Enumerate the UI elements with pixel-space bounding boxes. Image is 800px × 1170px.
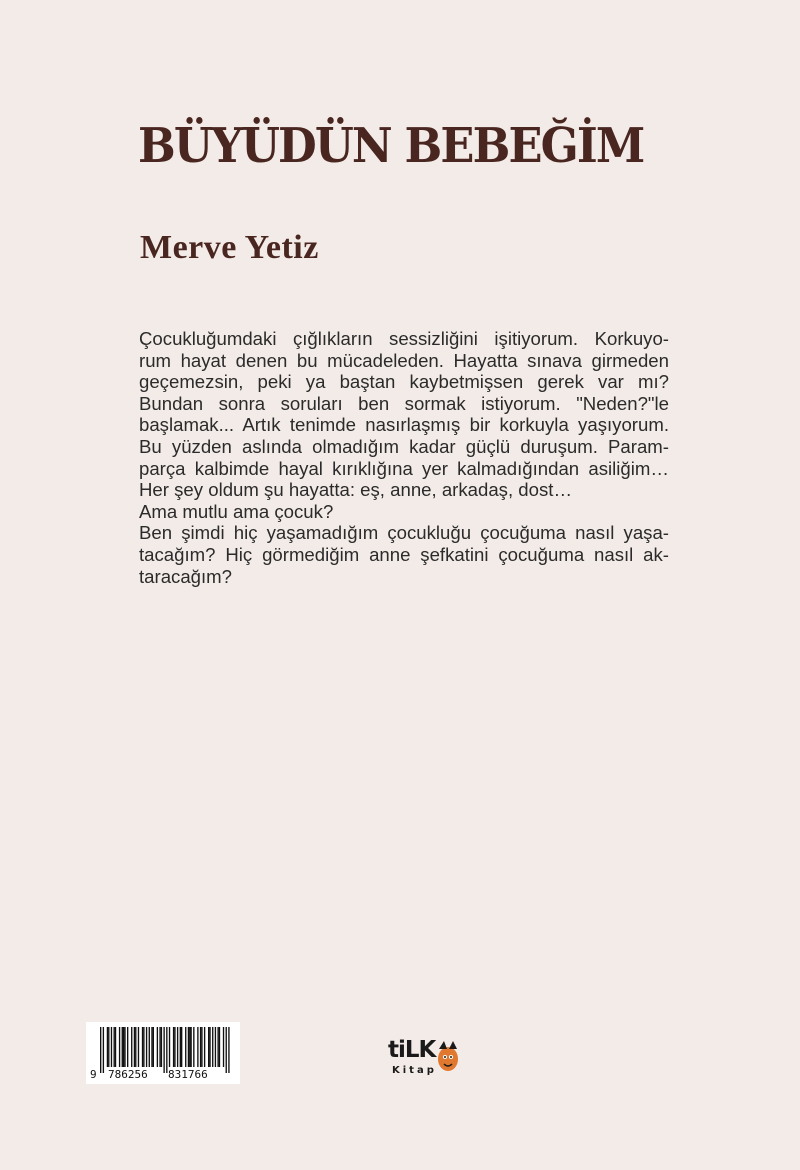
barcode-bar <box>219 1027 220 1067</box>
barcode-bar <box>157 1027 158 1067</box>
blurb-line: rum hayat denen bu mücadeleden. Hayatta sınava girmeden <box>139 349 669 371</box>
barcode-bar <box>185 1027 186 1067</box>
fox-icon <box>436 1039 460 1073</box>
isbn-barcode <box>86 1022 240 1084</box>
barcode-bar <box>189 1027 190 1067</box>
blurb-text <box>139 328 669 587</box>
barcode-bar <box>142 1027 143 1067</box>
barcode-bar <box>108 1027 109 1067</box>
barcode-bar <box>193 1027 194 1067</box>
barcode-bar <box>163 1027 164 1073</box>
barcode-bar <box>146 1027 147 1067</box>
barcode-bar <box>188 1027 189 1067</box>
barcode-bar <box>204 1027 205 1067</box>
barcode-bar <box>223 1027 224 1067</box>
barcode-bar <box>226 1027 227 1073</box>
barcode-bar <box>190 1027 191 1067</box>
barcode-bar <box>173 1027 174 1067</box>
barcode-bar <box>215 1027 216 1067</box>
barcode-digit-first: 9 <box>90 1068 97 1081</box>
barcode-bar <box>151 1027 152 1067</box>
barcode-digits-right: 831766 <box>168 1068 208 1081</box>
barcode-bar <box>180 1027 181 1067</box>
barcode-bar <box>149 1027 150 1067</box>
blurb-line: Ama mutlu ama çocuk? <box>139 500 334 522</box>
barcode-bar <box>127 1027 128 1067</box>
barcode-bar <box>124 1027 125 1067</box>
blurb-line: Bundan sonra soruları ben sormak istiyorum. "Neden?"le <box>139 392 669 414</box>
barcode-bar <box>174 1027 175 1067</box>
blurb-line: parça kalbimde hayal kırıklığına yer kalmadığından asiliğim… <box>139 457 669 479</box>
barcode-bar <box>161 1027 162 1067</box>
barcode-bar <box>100 1027 101 1073</box>
book-title: BÜYÜDÜN BEBEĞİM <box>138 118 644 174</box>
barcode-bar <box>143 1027 144 1067</box>
barcode-digits <box>86 1068 240 1082</box>
barcode-bar <box>208 1027 209 1067</box>
barcode-bar <box>177 1027 178 1067</box>
barcode-bar <box>115 1027 116 1067</box>
barcode-bar <box>201 1027 202 1067</box>
barcode-bar <box>123 1027 124 1067</box>
barcode-bar <box>107 1027 108 1067</box>
barcode-bar <box>119 1027 120 1067</box>
blurb-line: taracağım? <box>139 565 233 587</box>
publisher-name: tiLK <box>388 1037 436 1063</box>
barcode-bar <box>153 1027 154 1067</box>
barcode-bar <box>169 1027 170 1067</box>
barcode-bar <box>134 1027 135 1067</box>
barcode-bar <box>159 1027 160 1067</box>
publisher-logo <box>386 1037 466 1085</box>
blurb-line: tacağım? Hiç görmediğim anne şefkatini çocuğuma nasıl ak- <box>139 543 669 565</box>
blurb-line: Çocukluğumdaki çığlıkların sessizliğini işitiyorum. Korkuyo- <box>139 328 669 349</box>
barcode-bar <box>217 1027 218 1067</box>
barcode-bar <box>209 1027 210 1067</box>
blurb-line: geçemezsin, peki ya baştan kaybetmişsen gerek var mı? <box>139 371 669 393</box>
barcode-bar <box>103 1027 104 1073</box>
barcode-digits-left: 786256 <box>108 1068 148 1081</box>
barcode-bar <box>166 1027 167 1073</box>
author-name: Merve Yetiz <box>140 229 319 266</box>
barcode-bar <box>114 1027 115 1067</box>
blurb-line: Her şey oldum şu hayatta: eş, anne, arkadaş, dost… <box>139 479 573 501</box>
barcode-bar <box>228 1027 229 1073</box>
barcode-bar <box>212 1027 213 1067</box>
barcode-bar <box>138 1027 139 1067</box>
barcode-bar <box>181 1027 182 1067</box>
blurb-line: Ben şimdi hiç yaşamadığım çocukluğu çocuğuma nasıl yaşa- <box>139 522 669 544</box>
barcode-bar <box>200 1027 201 1067</box>
blurb-line: başlamak... Artık tenimde nasırlaşmış bir korkuyla yaşıyorum. <box>139 414 669 436</box>
publisher-sub: Kitap <box>392 1065 437 1076</box>
barcode-bar <box>122 1027 123 1067</box>
barcode-bar <box>135 1027 136 1067</box>
blurb-line: Bu yüzden aslında olmadığım kadar güçlü duruşum. Param- <box>139 435 669 457</box>
barcode-bar <box>131 1027 132 1067</box>
barcode-bar <box>111 1027 112 1067</box>
barcode-bar <box>197 1027 198 1067</box>
